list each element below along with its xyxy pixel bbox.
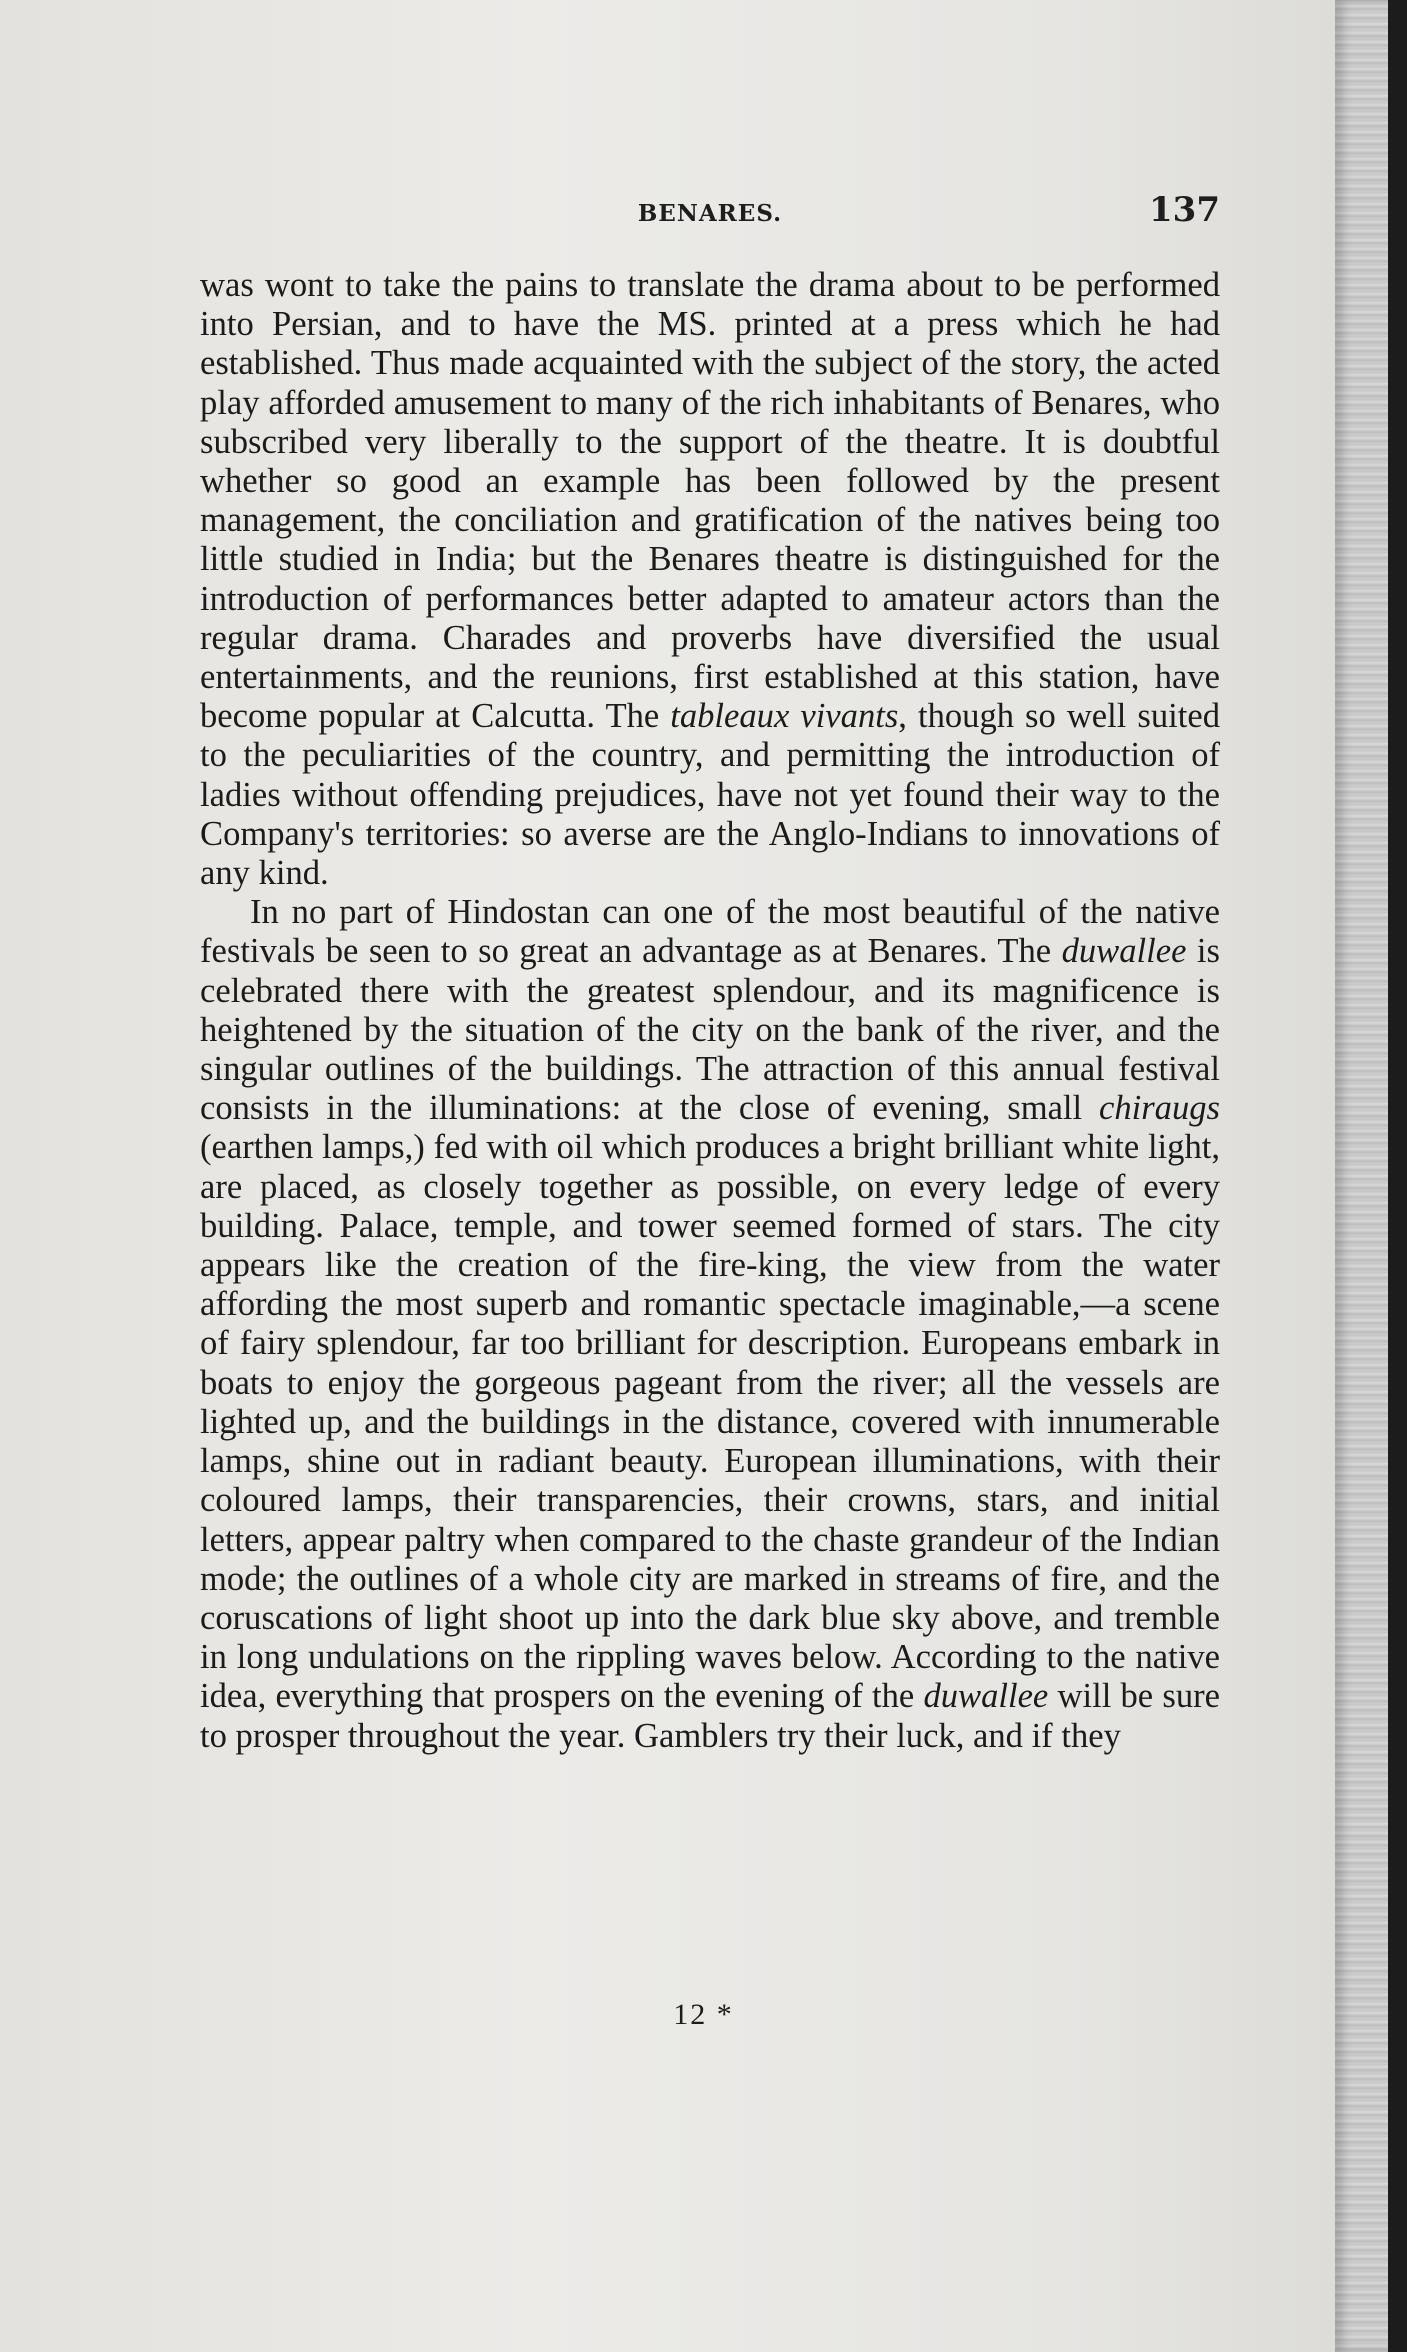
- text-run: was wont to take the pains to translate the drama about to be performed into Persian, and to have the MS. printed at a press which he had established. Thus made acquainted with the subject of the story, the acted play afforded amusement to many of the rich inhabitants of Benares, who subscribed very liberally to the support of the theatre. It is doubtful whether so good an example has been followed by the present management, the conciliation and gratification of the natives being too little studied in India; but the Benares theatre is distinguished for the introduction of performances better adapted to amateur actors than the regular drama. Charades and proverbs have diversified the usual entertainments, and the reunions, first established at this station, have become popular at Calcutta. The: [200, 266, 1220, 736]
- italic-term: duwallee: [1061, 932, 1187, 971]
- italic-term: chiraugs: [1098, 1089, 1220, 1128]
- spine-edge: [1388, 0, 1407, 2352]
- body-text: [200, 266, 1220, 1756]
- text-run: (earthen lamps,) fed with oil which produces a bright brilliant white light, are placed, as closely together as possible, on every ledge of every building. Palace, temple, and tower seemed formed of stars. The city appears like the creation of the fire-king, the view from the water affording the most superb and romantic spectacle imaginable,—a scene of fairy splendour, far too brilliant for description. Europeans embark in boats to enjoy the gorgeous pageant from the river; all the vessels are lighted up, and the buildings in the distance, covered with innumerable lamps, shine out in radiant beauty. European illuminations, with their coloured lamps, their transparencies, their crowns, stars, and initial letters, appear paltry when compared to the chaste grandeur of the Indian mode; the outlines of a whole city are marked in streams of fire, and the coruscations of light shoot up into the dark blue sky above, and tremble in long undulations on the rippling waves below. According to the native idea, everything that prospers on the evening of the: [200, 1128, 1220, 1716]
- text-run: In no part of Hindostan can one of the most beautiful of the native festivals be seen to so great an advantage as at Benares. The: [200, 893, 1220, 971]
- text-run: , though so well suited to the peculiarities of the country, and permitting the introduction of ladies without offending prejudices, have not yet found their way to the Company's territories: so averse are the Anglo-Indians to innovations of any kind.: [200, 697, 1220, 893]
- italic-term: tableaux vivants: [670, 697, 899, 736]
- page-number: 137: [1149, 190, 1220, 230]
- running-title: BENARES.: [637, 200, 783, 227]
- text-run: is celebrated there with the greatest splendour, and its magnificence is heightened by the situation of the city on the bank of the river, and the singular outlines of the buildings. The attraction of this annual festival consists in the illuminations: at the close of evening, small: [200, 932, 1220, 1128]
- signature-mark: 12 *: [673, 1998, 734, 2031]
- paragraph: [200, 893, 1220, 1755]
- italic-term: duwallee: [923, 1677, 1049, 1716]
- paragraph: [200, 266, 1220, 893]
- page-header: [200, 190, 1220, 240]
- text-run: will be sure to prosper throughout the year. Gamblers try their luck, and if they: [200, 1677, 1220, 1755]
